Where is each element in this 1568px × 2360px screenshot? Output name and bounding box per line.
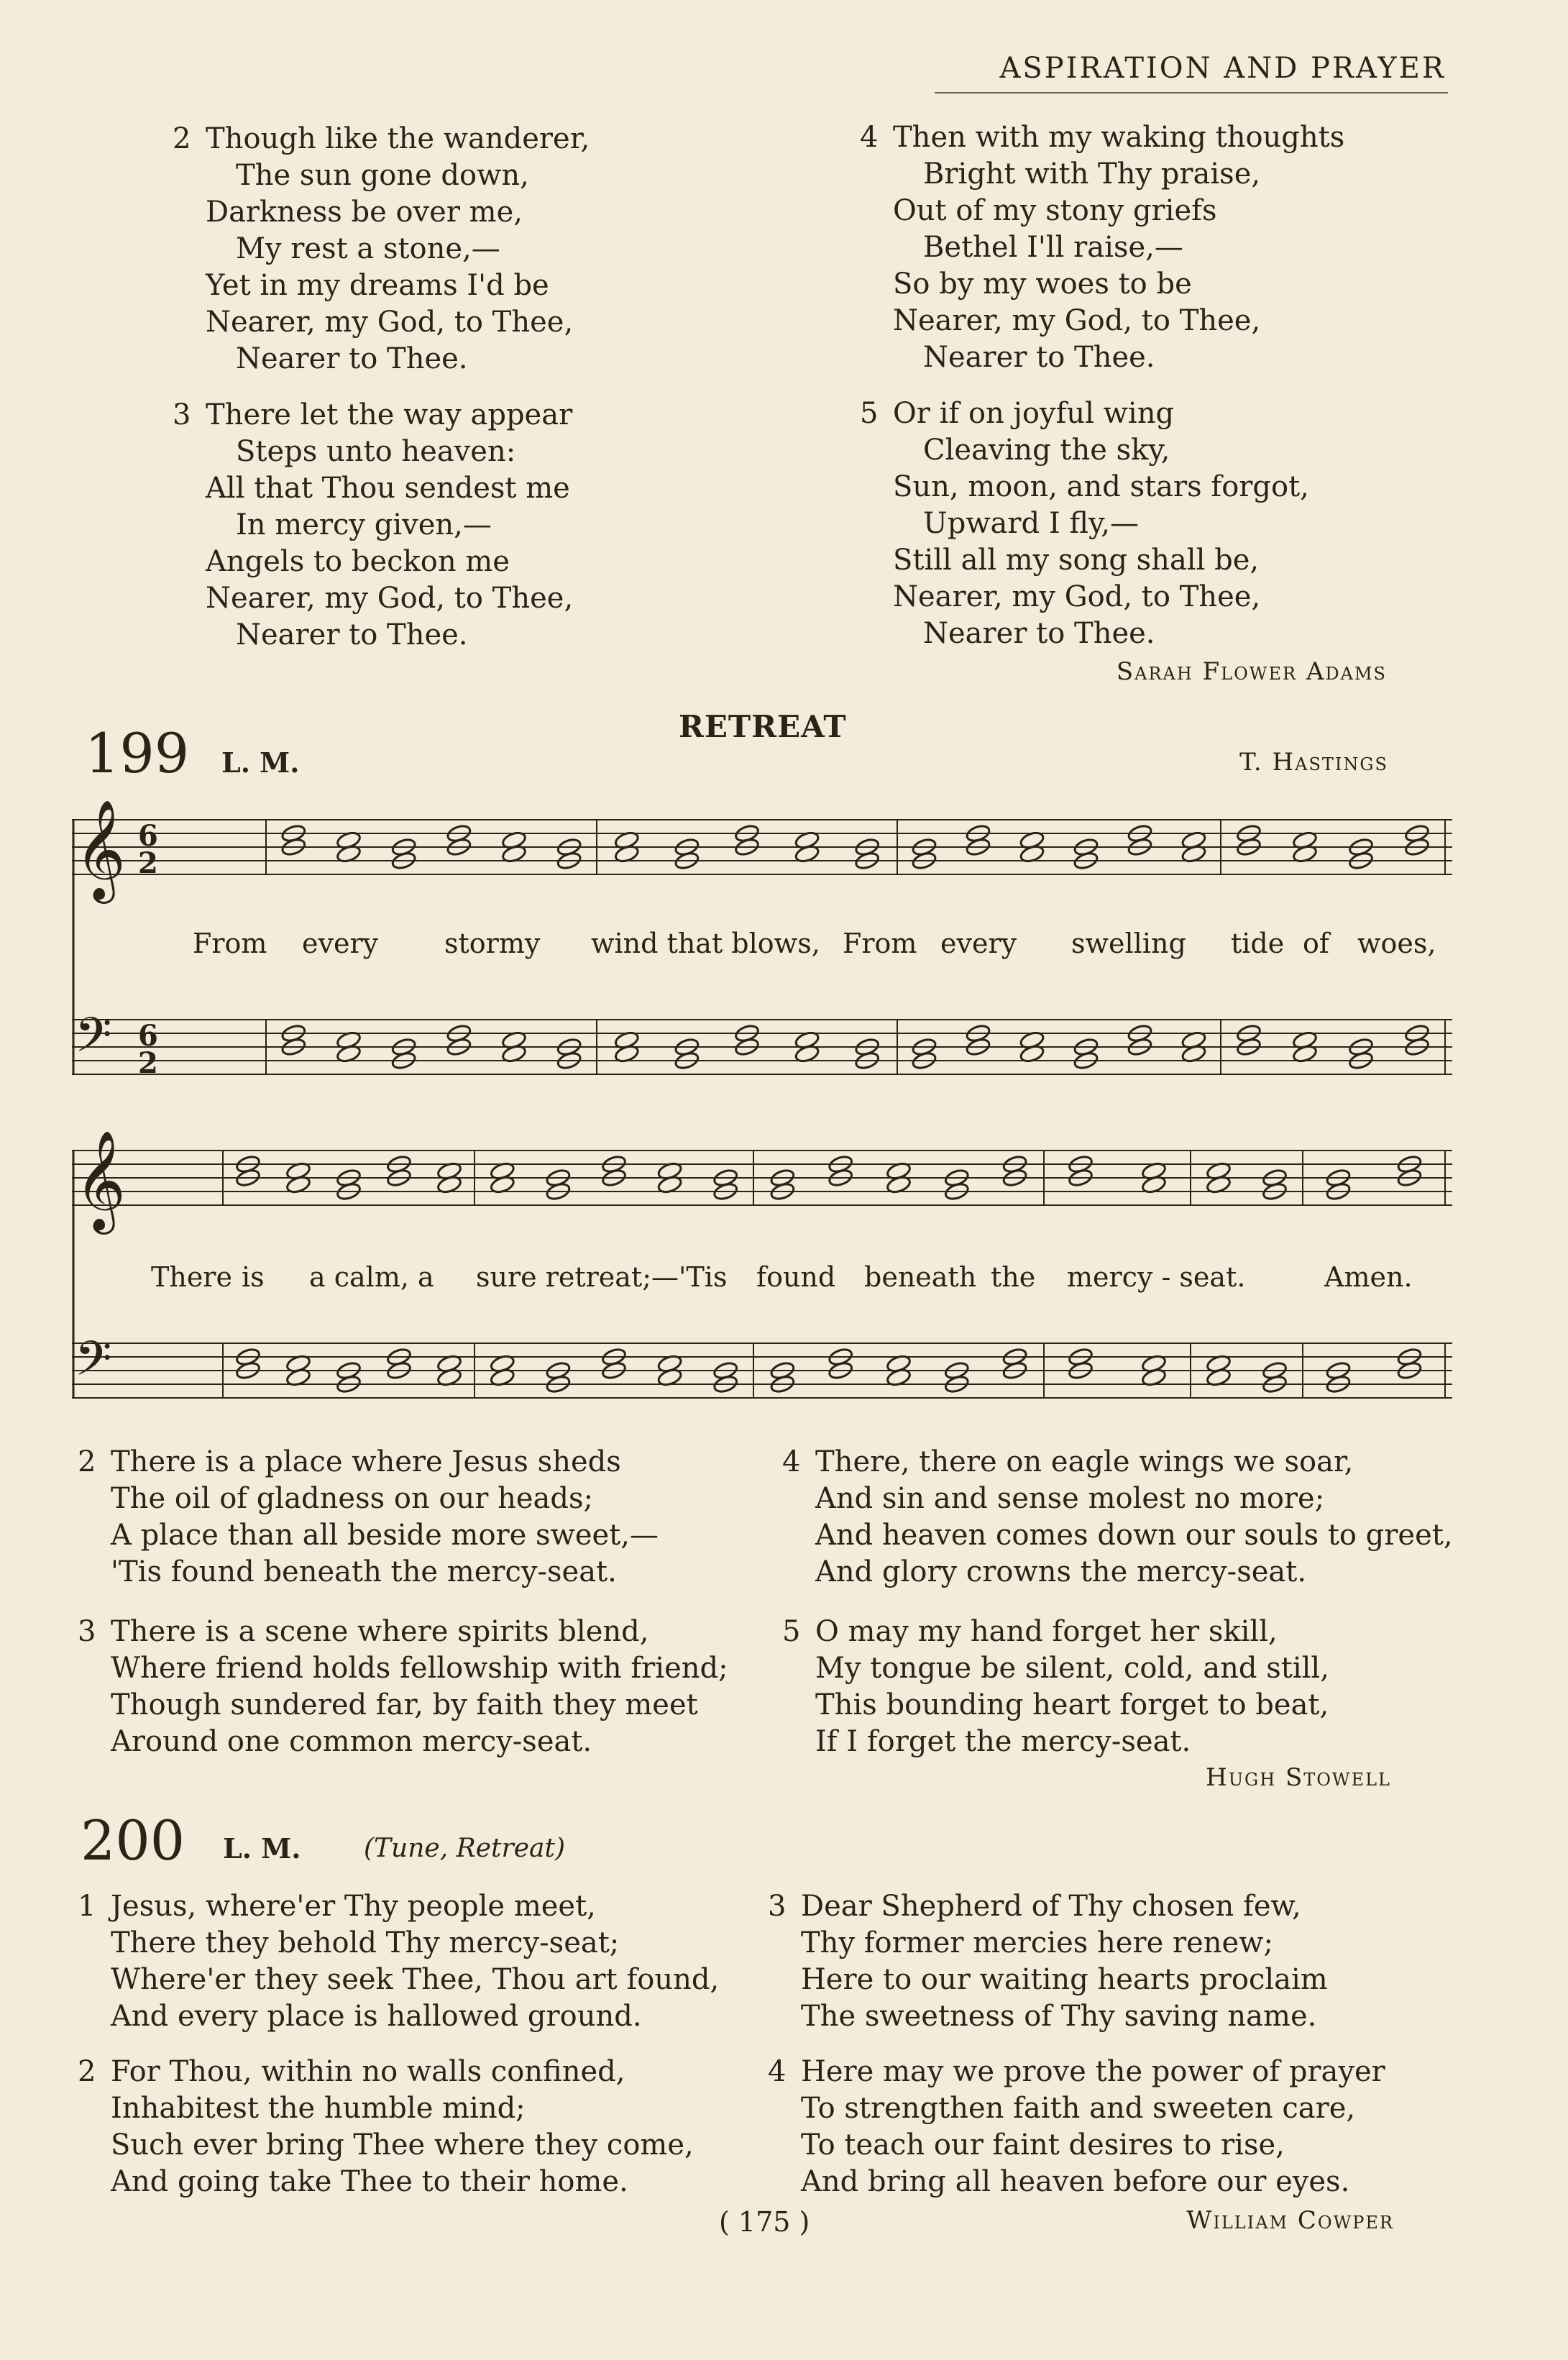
stanza-number: 3 [78, 1615, 96, 1648]
verse-line: Nearer, my God, to Thee, [206, 582, 574, 615]
verse-line: Where friend holds fellowship with friend; [111, 1652, 728, 1685]
lyric-word: woes, [1357, 928, 1436, 959]
time-signature-icon: 6 [138, 819, 158, 853]
verse-line: Though like the wanderer, [206, 122, 590, 155]
verse-line: And heaven comes down our souls to greet, [815, 1519, 1453, 1552]
hymn198-author: Sarah Flower Adams [1116, 657, 1387, 686]
verse-line: There let the way appear [206, 398, 573, 431]
stanza-number: 4 [860, 121, 879, 154]
stanza-number: 5 [860, 397, 879, 430]
stanza-number: 1 [78, 1890, 96, 1923]
hymn199-stanza-4 [782, 1444, 1453, 1591]
verse-line: The sun gone down, [236, 159, 529, 192]
hymn199-stanza-2 [78, 1444, 659, 1591]
hymn200-number: 200 [81, 1808, 185, 1872]
lyric-word: sure retreat;—'Tis [476, 1261, 728, 1293]
verse-line: Nearer to Thee. [236, 342, 468, 375]
verse-line: There, there on eagle wings we soar, [815, 1445, 1354, 1478]
lyric-word: From [843, 928, 917, 959]
verse-line: 'Tis found beneath the mercy-seat. [111, 1555, 617, 1588]
hymn199-stanza-3 [78, 1614, 728, 1760]
running-header: ASPIRATION AND PRAYER [999, 52, 1446, 85]
hymn200-stanza-2 [78, 2054, 694, 2200]
verse-line: Yet in my dreams I'd be [206, 269, 549, 302]
stanza-number: 4 [768, 2055, 787, 2088]
verse-line: Though sundered far, by faith they meet [111, 1688, 698, 1721]
hymn200-stanza-3 [768, 1888, 1328, 2035]
stanza-number: 3 [173, 398, 191, 431]
verse-line: And going take Thee to their home. [111, 2165, 628, 2198]
verse-line: If I forget the mercy-seat. [815, 1725, 1191, 1758]
hymn199-stanza-5 [782, 1614, 1329, 1760]
verse-line: And every place is hallowed ground. [111, 2000, 642, 2033]
verse-line: Thy former mercies here renew; [801, 1926, 1273, 1959]
treble-clef-icon: 𝄞 [75, 800, 126, 900]
verse-line: For Thou, within no walls confined, [111, 2055, 625, 2088]
hymn198-stanza-2 [173, 121, 590, 378]
verse-line: Bethel I'll raise,— [923, 231, 1183, 264]
lyric-word: the [991, 1261, 1036, 1293]
verse-line: Dear Shepherd of Thy chosen few, [801, 1890, 1301, 1923]
verse-line: Bright with Thy praise, [923, 157, 1261, 191]
verse-line: Steps unto heaven: [236, 435, 516, 468]
stanza-number: 2 [78, 2055, 96, 2088]
verse-line: So by my woes to be [893, 267, 1192, 301]
lyrics-line-2 [72, 1261, 1452, 1297]
verse-line: There is a place where Jesus sheds [111, 1445, 621, 1478]
lyric-word: wind that blows, [591, 928, 820, 959]
lyric-word: tide [1231, 928, 1285, 959]
lyric-word: There [151, 1261, 232, 1293]
hymn198-stanza-5 [860, 395, 1309, 652]
lyric-word: a calm, a [309, 1261, 434, 1293]
verse-line: Nearer, my God, to Thee, [893, 580, 1261, 613]
verse-line: Upward I fly,— [923, 507, 1140, 540]
hymn199-number: 199 [85, 721, 190, 785]
lyric-word: is [242, 1261, 265, 1293]
bass-clef-icon: 𝄢 [75, 1007, 112, 1074]
verse-line: There they behold Thy mercy-seat; [111, 1926, 620, 1959]
hymn198-stanza-3 [173, 397, 573, 654]
verse-line: Still all my song shall be, [893, 544, 1260, 577]
stanza-number: 4 [782, 1445, 801, 1478]
verse-line: Around one common mercy-seat. [111, 1725, 592, 1758]
stanza-number: 5 [782, 1615, 801, 1648]
verse-line: This bounding heart forget to beat, [815, 1688, 1329, 1721]
verse-line: Nearer to Thee. [236, 618, 468, 651]
lyric-word: From [193, 928, 267, 959]
verse-line: Darkness be over me, [206, 196, 523, 229]
verse-line: Or if on joyful wing [893, 397, 1175, 430]
lyric-word: Amen. [1324, 1261, 1413, 1293]
verse-line: Jesus, where'er Thy people meet, [111, 1890, 596, 1923]
treble-clef-icon: 𝄞 [75, 1130, 126, 1230]
verse-line: Nearer, my God, to Thee, [893, 304, 1261, 337]
tune-reference: (Tune, Retreat) [364, 1834, 565, 1863]
lyrics-line-1 [72, 928, 1452, 964]
verse-line: Sun, moon, and stars forgot, [893, 470, 1309, 503]
verse-line: A place than all beside more sweet,— [111, 1519, 659, 1552]
verse-line: My rest a stone,— [236, 232, 500, 265]
lyric-word: stormy [444, 928, 541, 959]
verse-line: The sweetness of Thy saving name. [801, 2000, 1317, 2033]
stanza-number: 2 [173, 122, 191, 155]
verse-line: In mercy given,— [236, 508, 492, 541]
verse-line: The oil of gladness on our heads; [111, 1482, 593, 1515]
hymn200-stanza-1 [78, 1888, 719, 2035]
verse-line: And glory crowns the mercy-seat. [815, 1555, 1307, 1588]
time-signature-icon: 2 [138, 1046, 158, 1080]
lyric-word: swelling [1071, 928, 1186, 959]
verse-line: Out of my stony griefs [893, 194, 1217, 227]
verse-line: And bring all heaven before our eyes. [801, 2165, 1350, 2198]
verse-line: All that Thou sendest me [206, 472, 570, 505]
bass-clef-icon: 𝄢 [75, 1331, 112, 1398]
page-number: ( 175 ) [719, 2206, 810, 2238]
tune-name: RETREAT [679, 709, 847, 744]
header-rule [935, 92, 1448, 93]
verse-line: My tongue be silent, cold, and still, [815, 1652, 1329, 1685]
stanza-number: 2 [78, 1445, 96, 1478]
verse-line: Nearer to Thee. [923, 617, 1155, 650]
lyric-word: every [940, 928, 1017, 959]
lyric-word: of [1303, 928, 1329, 959]
verse-line: To strengthen faith and sweeten care, [801, 2092, 1356, 2125]
verse-line: Cleaving the sky, [923, 434, 1170, 467]
verse-line: There is a scene where spirits blend, [111, 1615, 649, 1648]
time-signature-icon: 6 [138, 1019, 158, 1053]
lyric-word: every [302, 928, 379, 959]
verse-line: Nearer to Thee. [923, 341, 1155, 374]
lyric-word: beneath [864, 1261, 977, 1293]
verse-line: Angels to beckon me [206, 545, 510, 578]
time-signature-icon: 2 [138, 846, 158, 880]
hymn200-author: William Cowper [1186, 2206, 1394, 2235]
composer-name: T. Hastings [1239, 748, 1388, 777]
verse-line: Such ever bring Thee where they come, [111, 2128, 694, 2162]
verse-line: Then with my waking thoughts [893, 121, 1345, 154]
verse-line: Here to our waiting hearts proclaim [801, 1963, 1328, 1996]
verse-line: Nearer, my God, to Thee, [206, 306, 574, 339]
hymn199-author: Hugh Stowell [1206, 1763, 1391, 1792]
verse-line: And sin and sense molest no more; [815, 1482, 1325, 1515]
verse-line: Where'er they seek Thee, Thou art found, [111, 1963, 720, 1996]
hymn200-stanza-4 [768, 2054, 1385, 2200]
verse-line: To teach our faint desires to rise, [801, 2128, 1285, 2162]
hymn200-meter: L. M. [223, 1832, 301, 1865]
hymn198-stanza-4 [860, 119, 1344, 376]
lyric-word: mercy - seat. [1067, 1261, 1246, 1293]
stanza-number: 3 [768, 1890, 787, 1923]
hymn199-meter: L. M. [221, 746, 300, 779]
verse-line: O may my hand forget her skill, [815, 1615, 1278, 1648]
lyric-word: found [756, 1261, 836, 1293]
verse-line: Inhabitest the humble mind; [111, 2092, 526, 2125]
verse-line: Here may we prove the power of prayer [801, 2055, 1385, 2088]
